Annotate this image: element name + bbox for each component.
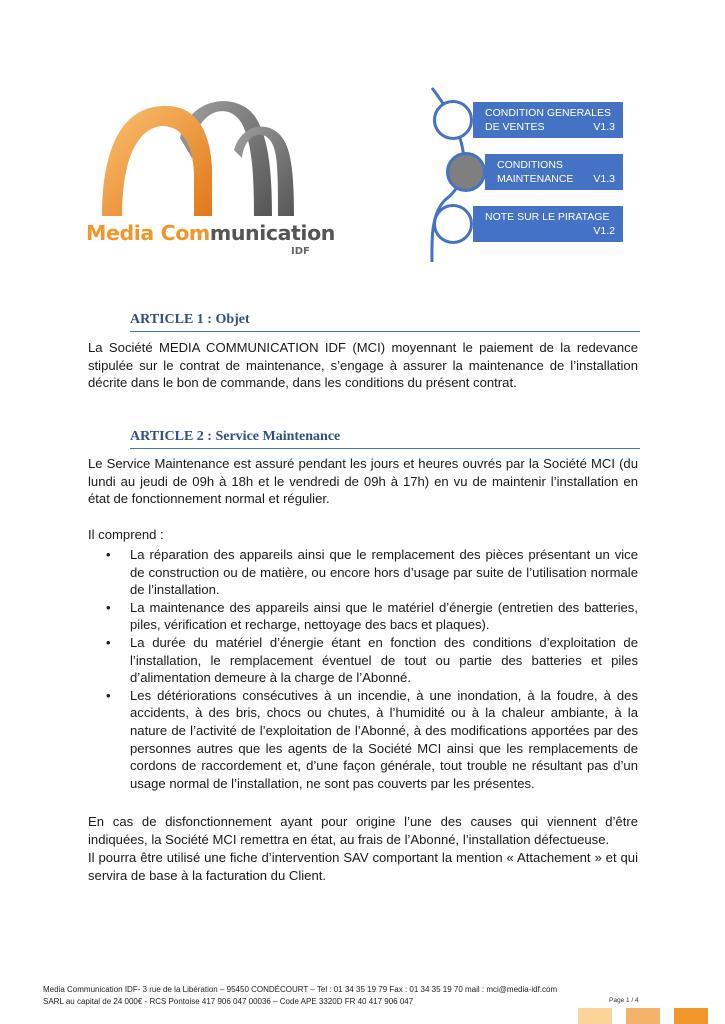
nav-bullet-active-icon [446,152,486,192]
list-item: • La durée du matériel d’énergie étant en fonction des conditions d’exploitation de l’installation, le remplacement éventuel de tout ou partie des batteries et piles d’alimentation demeure à la charge de l’Abonné. [106,634,638,686]
article-1-heading: ARTICLE 1 : Objet [130,312,640,332]
article-2-closing: En cas de disfonctionnement ayant pour origine l’une des causes qui viennent d’être indiquées, la Société MCI remettra en état, au frais de l’Abonné, l’installation défectueuse. [88,814,638,847]
article-2-body: Le Service Maintenance est assuré pendant les jours et heures ouvrés par la Société MCI (du lundi au jeudi de 09h à 18h et le vendredi de 09h à 17h) en vu de maintenir l’installation en état de fonctionnement normal et régulier. [88,456,638,507]
footer-swatch [674,1008,708,1024]
footer-address: Media Communication IDF- 3 rue de la Libération – 95450 CONDÉCOURT – Tel : 01 34 35 19 79 Fax : 01 34 35 19 70 mail : mci@media-idf.com [43,985,558,994]
nav-item-label: CONDITION GENERALES DE VENTES [485,107,612,133]
nav-item-version: V1.3 [593,173,615,185]
nav-bullet-icon [433,204,473,244]
list-item: • La réparation des appareils ainsi que le remplacement des pièces présentant un vice de construction ou de matière, ou encore hors d’usage par suite de l’utilisation normale de l’installation. [106,547,638,598]
logo-wordmark: Media Communication [86,221,335,245]
nav-item-cgv[interactable] [473,102,623,138]
nav-item-label: CONDITIONS MAINTENANCE [497,159,574,185]
nav-item-version: V1.2 [593,225,615,237]
nav-bullet-icon [433,100,473,140]
nav-item-maintenance[interactable] [485,154,623,190]
nav-item-label: NOTE SUR LE PIRATAGE [485,211,610,223]
list-item: • Les détériorations consécutives à un incendie, à une inondation, à la foudre, à des accidents, à des bris, chocs ou chutes, à l’humidité ou à la chaleur ambiante, à la nature de l’activité de l’exploitation de l’Abonné, à des modifications apportées par des personnes autres que les agents de la Société MCI ainsi que les remplacements de cordons de raccordement et, d’une façon générale, tout trouble ne résultant pas d’un usage normal de l’installation, ne sont pas couverts par les présentes. [106,687,638,791]
nav-item-piratage[interactable] [473,206,623,242]
bullet-icon: • [106,687,111,703]
bullet-icon: • [106,634,111,650]
article-2-intro: Il comprend : [88,527,164,542]
bullet-icon: • [106,547,111,562]
nav-item-version: V1.3 [593,121,615,133]
article-2-heading: ARTICLE 2 : Service Maintenance [130,429,640,449]
maintenance-scope-list [88,546,638,792]
nav-connector-line [0,0,725,300]
footer-legal: SARL au capital de 24 000€ - RCS Pontoise 417 906 047 00036 – Code APE 3320D FR 40 417 906 047 [43,997,414,1006]
article-2-closing-note: Il pourra être utilisé une fiche d’intervention SAV comportant la mention « Attachement » et qui servira de base à la facturation du Client. [88,850,638,883]
logo-suffix: IDF [291,246,310,257]
bullet-icon: • [106,599,111,615]
list-item: • La maintenance des appareils ainsi que le matériel d’énergie (entretien des batteries, piles, vérification et recharge, nettoyage des bacs et plaques). [106,599,638,633]
article-1-body: La Société MEDIA COMMUNICATION IDF (MCI) moyennant le paiement de la redevance stipulée sur le contrat de maintenance, s’engage à assurer la maintenance de l’installation décrite dans le bon de commande, dans les conditions du présent contrat. [88,340,638,391]
page-footer [43,984,557,1008]
footer-swatch [626,1008,660,1024]
page-number: Page 1 / 4 [609,997,639,1004]
footer-swatch [578,1008,612,1024]
